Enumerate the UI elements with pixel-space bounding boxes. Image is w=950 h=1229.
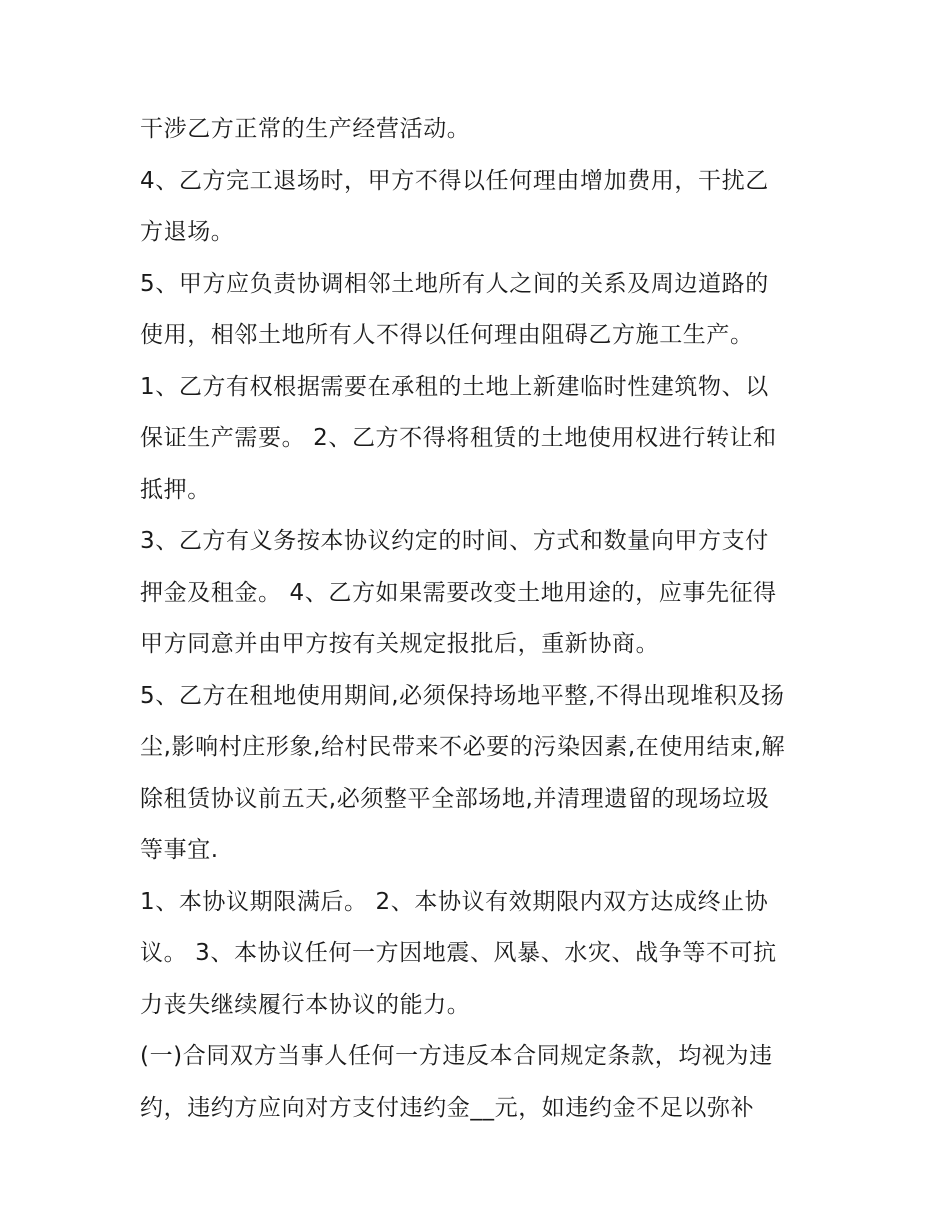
text-line: (一)合同双方当事人任何一方违反本合同规定条款，均视为违	[140, 1043, 773, 1069]
text-line: 干涉乙方正常的生产经营活动。	[140, 116, 471, 142]
text-line: 保证生产需要。 2、乙方不得将租赁的土地使用权进行转让和	[140, 425, 777, 451]
text-line: 除租赁协议前五天,必须整平全部场地,并清理遗留的现场垃圾	[140, 785, 770, 812]
text-line: 3、乙方有义务按本协议约定的时间、方式和数量向甲方支付	[140, 528, 769, 554]
text-line: 押金及租金。 4、乙方如果需要改变土地用途的，应事先征得	[140, 579, 777, 606]
text-line: 1、本协议期限满后。 2、本协议有效期限内双方达成终止协	[140, 888, 769, 915]
text-line: 尘,影响村庄形象,给村民带来不必要的污染因素,在使用结束,解	[140, 734, 786, 760]
text-line: 5、甲方应负责协调相邻土地所有人之间的关系及周边道路的	[140, 270, 769, 297]
text-line: 抵押。	[140, 476, 211, 503]
text-line: 1、乙方有权根据需要在承租的土地上新建临时性建筑物、以	[140, 373, 769, 400]
text-line: 甲方同意并由甲方按有关规定报批后，重新协商。	[140, 631, 660, 657]
text-line: 等事宜.	[140, 837, 219, 863]
text-line: 使用，相邻土地所有人不得以任何理由阻碍乙方施工生产。	[140, 322, 754, 348]
text-line: 议。 3、本协议任何一方因地震、风暴、水灾、战争等不可抗	[140, 940, 777, 966]
text-line: 4、乙方完工退场时，甲方不得以任何理由增加费用，干扰乙	[140, 167, 769, 194]
text-line: 方退场。	[140, 219, 235, 245]
document-body	[140, 104, 820, 1134]
text-line: 力丧失继续履行本协议的能力。	[140, 991, 471, 1018]
text-line: 5、乙方在租地使用期间,必须保持场地平整,不得出现堆积及扬	[140, 682, 785, 709]
text-line: 约，违约方应向对方支付违约金__元，如违约金不足以弥补	[140, 1094, 755, 1121]
